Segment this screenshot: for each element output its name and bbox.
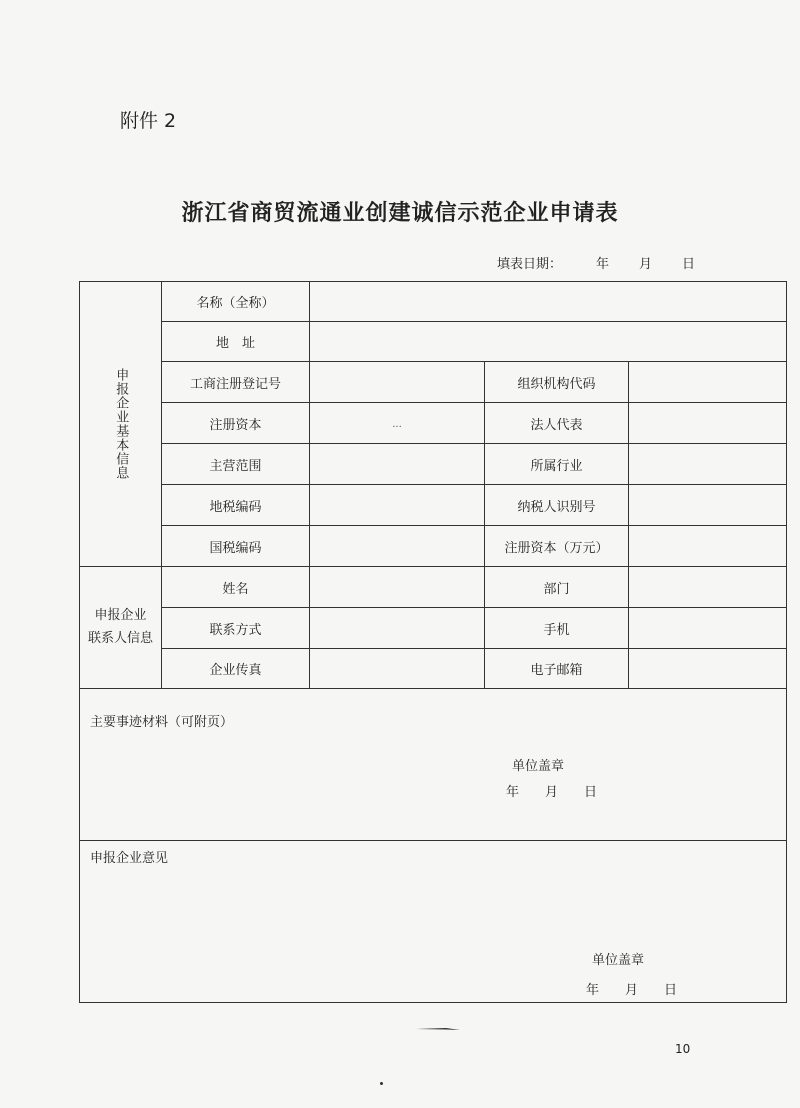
contact-method-field[interactable] — [310, 608, 485, 649]
fill-date-day: 日 — [682, 257, 696, 272]
table-row — [80, 841, 787, 1003]
table-row — [80, 444, 787, 485]
attachment-label: 附件 2 — [120, 110, 177, 132]
contact-group-label-line2: 联系人信息 — [87, 630, 153, 646]
contact-group-label-line1: 申报企业 — [94, 608, 147, 624]
reg-capital-field[interactable] — [310, 403, 485, 444]
reg-capital-wan-label: 注册资本（万元） — [485, 526, 629, 567]
opinion-date — [586, 979, 677, 998]
table-row — [80, 649, 787, 689]
legal-rep-field[interactable] — [629, 403, 787, 444]
contact-method-label: 联系方式 — [162, 608, 310, 649]
form-title: 浙江省商贸流通业创建诚信示范企业申请表 — [181, 201, 619, 226]
basic-info-group-label: 申报企业基本信息 — [113, 368, 129, 480]
email-label: 电子邮箱 — [485, 649, 629, 689]
fax-field[interactable] — [310, 649, 485, 689]
table-row — [80, 282, 787, 322]
reg-no-field[interactable] — [310, 362, 485, 403]
address-label: 地 址 — [162, 322, 310, 362]
materials-month: 月 — [545, 785, 559, 800]
table-row — [80, 608, 787, 649]
materials-section[interactable] — [80, 689, 787, 841]
business-scope-field[interactable] — [310, 444, 485, 485]
address-field[interactable] — [310, 322, 787, 362]
taxpayer-id-field[interactable] — [629, 485, 787, 526]
mobile-field[interactable] — [629, 608, 787, 649]
contact-group-cell — [80, 567, 162, 689]
scan-mark-icon — [416, 1026, 460, 1031]
table-row — [80, 362, 787, 403]
local-tax-label: 地税编码 — [162, 485, 310, 526]
table-row — [80, 485, 787, 526]
opinion-year: 年 — [586, 983, 600, 998]
materials-year: 年 — [506, 785, 520, 800]
fax-label: 企业传真 — [162, 649, 310, 689]
contact-name-label: 姓名 — [162, 567, 310, 608]
legal-rep-label: 法人代表 — [485, 403, 629, 444]
national-tax-field[interactable] — [310, 526, 485, 567]
table-row — [80, 403, 787, 444]
table-row — [80, 567, 787, 608]
table-row — [80, 689, 787, 841]
name-field[interactable] — [310, 282, 787, 322]
contact-group-label — [80, 605, 161, 649]
fill-date-year: 年 — [596, 257, 610, 272]
table-row — [80, 526, 787, 567]
page-number: 10 — [675, 1042, 691, 1056]
org-code-label: 组织机构代码 — [485, 362, 629, 403]
table-row — [80, 322, 787, 362]
fill-date — [497, 253, 695, 272]
basic-info-group-cell — [80, 282, 162, 567]
fill-date-label: 填表日期： — [497, 257, 563, 272]
application-table — [79, 281, 787, 1003]
opinion-section[interactable] — [80, 841, 787, 1003]
materials-day: 日 — [584, 785, 598, 800]
opinion-label: 申报企业意见 — [90, 851, 169, 866]
materials-seal: 单位盖章 — [512, 759, 565, 774]
national-tax-label: 国税编码 — [162, 526, 310, 567]
reg-capital-value: ... — [392, 418, 402, 430]
email-field[interactable] — [629, 649, 787, 689]
fill-date-month: 月 — [639, 257, 653, 272]
scan-dot-icon — [380, 1082, 383, 1085]
reg-no-label: 工商注册登记号 — [162, 362, 310, 403]
dept-field[interactable] — [629, 567, 787, 608]
reg-capital-wan-field[interactable] — [629, 526, 787, 567]
mobile-label: 手机 — [485, 608, 629, 649]
local-tax-field[interactable] — [310, 485, 485, 526]
contact-name-field[interactable] — [310, 567, 485, 608]
org-code-field[interactable] — [629, 362, 787, 403]
opinion-month: 月 — [625, 983, 639, 998]
reg-capital-label: 注册资本 — [162, 403, 310, 444]
materials-date — [506, 781, 597, 800]
materials-label: 主要事迹材料（可附页） — [90, 715, 234, 730]
opinion-day: 日 — [664, 983, 678, 998]
industry-field[interactable] — [629, 444, 787, 485]
dept-label: 部门 — [485, 567, 629, 608]
name-label: 名称（全称） — [162, 282, 310, 322]
business-scope-label: 主营范围 — [162, 444, 310, 485]
industry-label: 所属行业 — [485, 444, 629, 485]
opinion-seal: 单位盖章 — [592, 953, 645, 968]
taxpayer-id-label: 纳税人识别号 — [485, 485, 629, 526]
